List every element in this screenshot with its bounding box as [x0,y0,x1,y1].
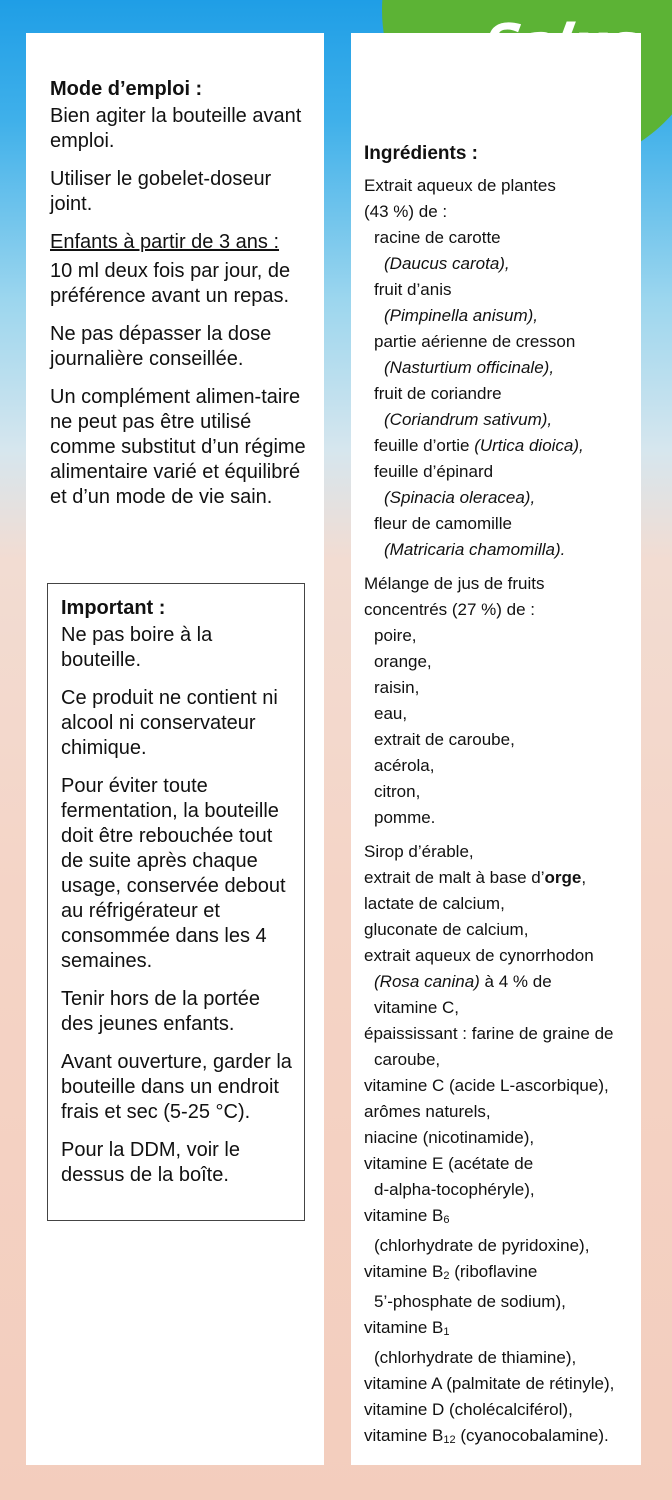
other-ingredients [364,839,636,1453]
plant-latin: (Daucus carota), [384,254,510,273]
ingredient-line: gluconate de calcium, [364,920,529,939]
ingredient-line: vitamine $B_1$ [364,1318,450,1338]
fruits-intro: concentrés (27 %) de : [364,600,536,619]
dosage-instruction: 10 ml deux fois par jour, de préférence avant un repas. [50,260,291,307]
important-box [47,583,305,1221]
plant-name: fleur de camomille [374,514,512,533]
important-title: Important : [61,597,166,619]
plant-latin: (Matricaria chamomilla). [384,540,566,559]
ingredient-line: vitamine A (palmitate de rétinyle), [364,1374,615,1393]
ingredient-line: arômes naturels, [364,1102,491,1121]
plant-latin: (Nasturtium officinale), [384,358,555,377]
children-heading: Enfants à partir de 3 ans : [50,231,280,253]
ingredient-line: 5’-phosphate de sodium), [374,1292,566,1311]
ingredients-section [364,141,636,1453]
ingredient-line: (chlorhydrate de pyridoxine), [374,1236,590,1255]
ingredient-line: extrait de malt à base d’orge, [364,868,587,887]
important-text-1: Ne pas boire à la bouteille. [61,624,213,671]
plant-latin: (Coriandrum sativum), [384,410,553,429]
dose-warning: Ne pas dépasser la dose journalière conseillée. [50,323,272,370]
plants-intro: (43 %) de : [364,202,448,221]
plant-latin: (Pimpinella anisum), [384,306,538,325]
important-text-2: Ce produit ne contient ni alcool ni conservateur chimique. [61,687,278,759]
ingredient-line: lactate de calcium, [364,894,505,913]
shake-instruction: Bien agiter la bouteille avant emploi. [50,105,302,152]
plant-name: fruit d’anis [374,280,452,299]
ingredient-line: vitamine $B_{12}$ (cyanocobalamine). [364,1426,609,1446]
right-panel [351,33,641,1465]
mode-emploi-title: Mode d’emploi : [50,78,203,100]
fruit-item: orange, [374,652,432,671]
ingredient-line: épaississant : farine de graine de [364,1024,614,1043]
plant-latin: (Urtica dioica), [474,436,584,455]
plants-group [364,173,636,563]
plant-name: partie aérienne de cresson [374,332,576,351]
fruits-intro: Mélange de jus de fruits [364,574,545,593]
fruit-item: eau, [374,704,408,723]
ingredient-line: (chlorhydrate de thiamine), [374,1348,577,1367]
fruit-item: extrait de caroube, [374,730,515,749]
plant-latin: (Spinacia oleracea), [384,488,536,507]
plant-name: feuille d’épinard [374,462,494,481]
ingredient-line: vitamine $B_2$ (riboflavine [364,1262,538,1282]
ingredient-line: d-alpha-tocophéryle), [374,1180,535,1199]
ingredient-line: (Rosa canina) à 4 % de [374,972,552,991]
ingredients-title: Ingrédients : [364,143,479,164]
left-panel [26,33,324,1465]
ingredient-line: vitamine C, [374,998,460,1017]
important-text-5: Avant ouverture, garder la bouteille dans un endroit frais et sec (5-25 °C). [61,1051,292,1123]
mode-emploi-section [50,77,315,523]
fruits-group [364,571,636,831]
plant-name: feuille d’ortie [374,436,470,455]
ingredient-line: caroube, [374,1050,441,1069]
important-text-6: Pour la DDM, voir le dessus de la boîte. [61,1139,240,1186]
ingredient-line: vitamine $B_6$ [364,1206,450,1226]
ingredient-line: niacine (nicotinamide), [364,1128,535,1147]
ingredient-line: vitamine C (acide L-ascorbique), [364,1076,609,1095]
plant-name: fruit de coriandre [374,384,502,403]
ingredient-line: Sirop d’érable, [364,842,474,861]
ingredient-line: extrait aqueux de cynorrhodon [364,946,594,965]
allergen-barley: orge [544,868,582,887]
measuring-cup-instruction: Utiliser le gobelet-doseur joint. [50,168,272,215]
fruit-item: pomme. [374,808,436,827]
fruit-item: citron, [374,782,421,801]
fruit-item: raisin, [374,678,420,697]
fruit-item: poire, [374,626,417,645]
ingredient-line: vitamine D (cholécalciférol), [364,1400,573,1419]
important-text-3: Pour éviter toute fermentation, la bouteille doit être rebouchée tout de suite après chaque usage, conservée debout au réfrigérateur et consommée dans les 4 semaines. [61,775,286,972]
plants-intro: Extrait aqueux de plantes [364,176,556,195]
plant-name: racine de carotte [374,228,501,247]
fruit-item: acérola, [374,756,435,775]
important-text-4: Tenir hors de la portée des jeunes enfants. [61,988,261,1035]
plant-item [364,433,636,459]
supplement-notice: Un complément alimen-taire ne peut pas être utilisé comme substitut d’un régime alimentaire varié et équilibré et d’un mode de vie sain. [50,386,306,508]
ingredient-line: vitamine E (acétate de [364,1154,534,1173]
